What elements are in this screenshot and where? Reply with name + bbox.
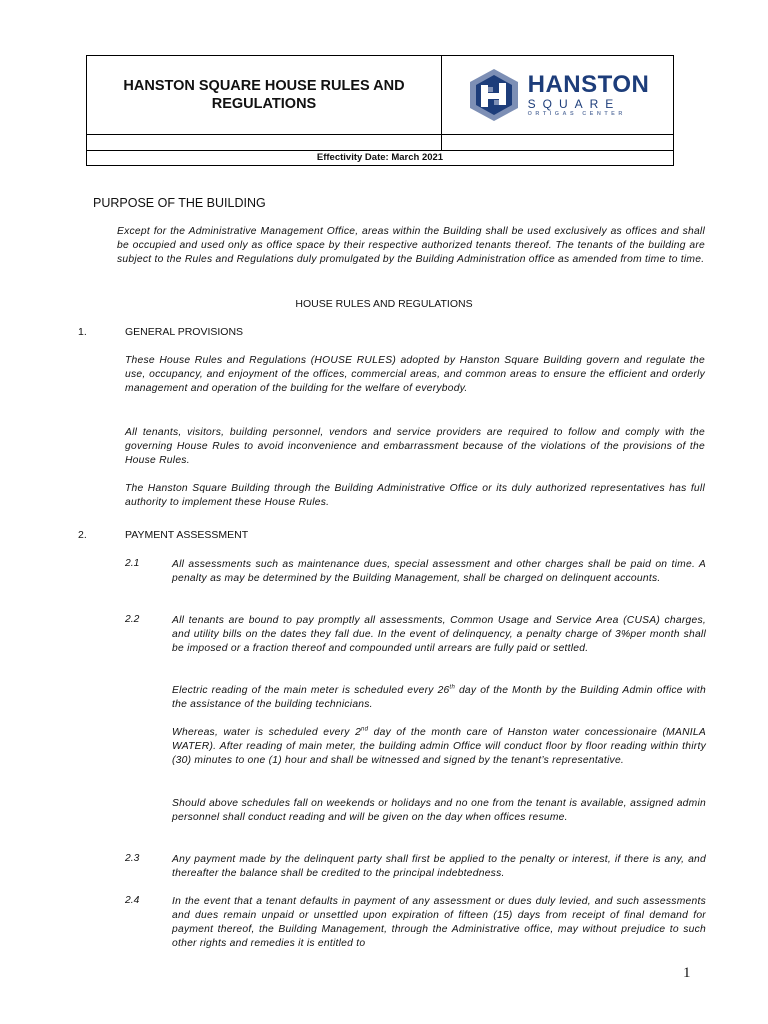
item-2-4-text: In the event that a tenant defaults in payment of any assessment or dues duly levied, and such assessments and dues remain unpaid or unsettled upon expiration of fifteen (15) days from receipt of final demand for payment thereof, the Building Management, through the Administrative office, may without prejudice to such other rights and remedies it is entitled to	[172, 896, 706, 949]
logo-cell	[442, 56, 673, 134]
section-1-paragraph-1: These House Rules and Regulations (HOUSE RULES) adopted by Hanston Square Building govern and regulate the use, occupancy, and enjoyment of the offices, commercial areas, and common areas to ensure the efficient and orderly management and operation of the building for the welfare of everybody.	[125, 355, 705, 394]
water-text-b: day of the month care of Hanston water concessionaire (MANILA WATER). After reading of main meter, the building admin Office will conduct floor by floor reading within thirty (30) minutes to one (1) hour and shall be witnessed and signed by the tenant’s representative.	[172, 727, 706, 766]
item-2-1-text: All assessments such as maintenance dues, special assessment and other charges shall be paid on time. A penalty as may be determined by the Building Management, shall be charged on delinquent accounts.	[172, 559, 706, 584]
water-text-a: Whereas, water is scheduled every 2	[172, 727, 362, 738]
header-table	[86, 55, 674, 151]
house-rules-heading: HOUSE RULES AND REGULATIONS	[295, 298, 473, 310]
purpose-paragraph: Except for the Administrative Management Office, areas within the Building shall be used exclusively as offices and shall be occupied and used only as office space by their respective authorized tenants thereof. The tenants of the building are subject to the Rules and Regulations duly promulgated by the Building Administration office as amended from time to time.	[117, 226, 705, 265]
section-1-number: 1.	[78, 326, 87, 338]
page-number: 1	[683, 965, 691, 981]
section-2-title: PAYMENT ASSESSMENT	[125, 529, 249, 541]
water-reading-paragraph	[172, 726, 706, 768]
item-2-2-number: 2.2	[125, 614, 140, 625]
section-2-number: 2.	[78, 529, 87, 541]
item-2-3-text: Any payment made by the delinquent party shall first be applied to the penalty or interest, if there is any, and thereafter the balance shall be credited to the principal indebtedness.	[172, 854, 706, 879]
effectivity-date: Effectivity Date: March 2021	[86, 150, 674, 166]
item-2-2-text: All tenants are bound to pay promptly all assessments, Common Usage and Service Area (CUSA) charges, and utility bills on the dates they fall due. In the event of delinquency, a penalty charge of 3%per month shall be imposed or a fraction thereof and compounded until arrears are fully paid or settled.	[172, 615, 706, 654]
title-line-1: HANSTON SQUARE HOUSE RULES AND	[123, 78, 405, 94]
hanston-logo-icon	[466, 67, 522, 123]
electric-reading-paragraph	[172, 684, 706, 712]
electric-sup: th	[449, 684, 456, 691]
electric-text-b: day of the Month by the Building Admin office with the assistance of the building technicians.	[172, 685, 706, 710]
water-sup: nd	[361, 726, 369, 733]
item-2-1-number: 2.1	[125, 558, 140, 569]
logo-sub-text: SQUARE	[527, 96, 621, 111]
logo-tagline: ORTIGAS CENTER	[527, 110, 626, 117]
document-title	[87, 56, 442, 134]
header-blank-cell	[87, 134, 442, 150]
electric-text-a: Electric reading of the main meter is scheduled every 26	[172, 685, 450, 696]
weekend-schedule-paragraph: Should above schedules fall on weekends or holidays and no one from the tenant is available, assigned admin personnel shall conduct reading and will be given on the day when offices resume.	[172, 798, 706, 823]
logo-main-text: HANSTON	[527, 70, 650, 98]
purpose-heading: PURPOSE OF THE BUILDING	[93, 196, 266, 210]
section-1-paragraph-2: All tenants, visitors, building personnel, vendors and service providers are required to follow and comply with the governing House Rules to avoid inconvenience and embarrassment because of the violations of the provisions of the House Rules.	[125, 427, 705, 466]
section-1-title: GENERAL PROVISIONS	[125, 326, 244, 338]
title-line-2: REGULATIONS	[211, 96, 317, 112]
section-1-paragraph-3: The Hanston Square Building through the Building Administrative Office or its duly authorized representatives has full authority to implement these House Rules.	[125, 483, 705, 508]
item-2-4-number: 2.4	[125, 895, 140, 906]
hanston-logo	[466, 67, 650, 123]
item-2-3-number: 2.3	[125, 853, 140, 864]
